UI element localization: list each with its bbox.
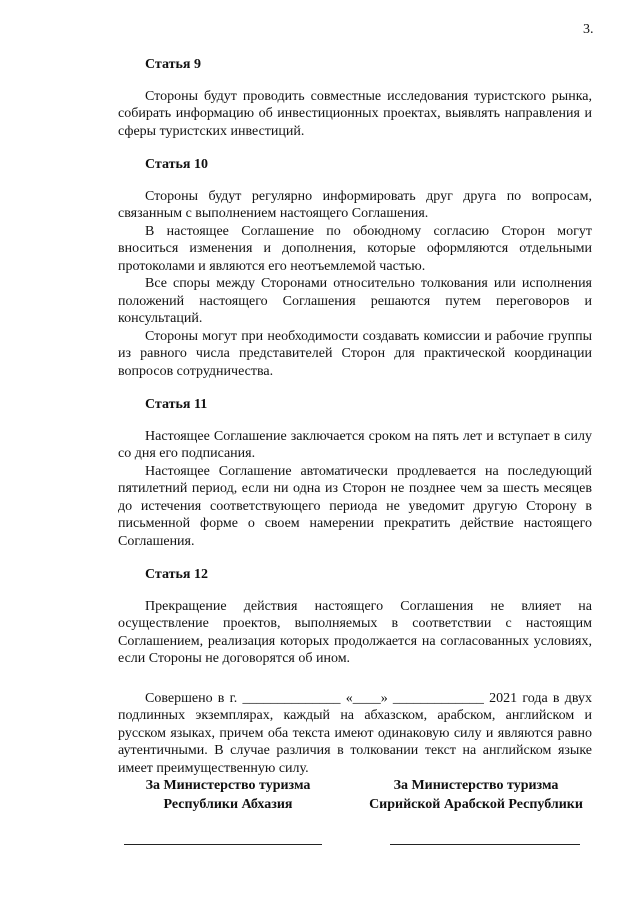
article-11 (118, 396, 592, 550)
article-heading: Статья 11 (145, 397, 208, 412)
article-paragraph: Все споры между Сторонами относительно толкования или исполнения положений настоящего Соглашения решаются путем переговоров и консультаций. (118, 276, 592, 326)
closing-paragraph: Совершено в г. ______________ «____» _____________ 2021 года в двух подлинных экземплярах, каждый на абхазском, арабском, английском и русском языках, причем оба текста имеют одинаковую силу и являются равно аутентичными. В случае различия в толковании текст на английском языке имеет преимущественную силу. (118, 690, 592, 776)
article-paragraph: Стороны могут при необходимости создавать комиссии и рабочие группы из равного числа представителей Сторон для практической координации вопросов сотрудничества. (118, 328, 592, 379)
signature-country: Республики Абхазия (163, 797, 293, 812)
article-12 (118, 566, 592, 668)
document-body (118, 56, 592, 777)
article-10 (118, 156, 592, 380)
article-paragraph: Прекращение действия настоящего Соглашения не влияет на осуществление проектов, выполняемых в соответствии с настоящим Соглашением, реализация которых продолжается на согласованных условиях, если Стороны не договорятся об ином. (118, 598, 592, 666)
article-9 (118, 56, 592, 140)
signature-title: За Министерство туризма (393, 778, 559, 793)
article-paragraph: В настоящее Соглашение по обоюдному согласию Сторон могут вноситься изменения и дополнения, которые оформляются отдельными протоколами и являются его неотъемлемой частью. (118, 223, 592, 274)
article-heading: Статья 9 (145, 57, 201, 72)
article-heading: Статья 12 (145, 567, 208, 582)
article-paragraph: Настоящее Соглашение автоматически продлевается на последующий пятилетний период, если ни одна из Сторон не позднее чем за шесть месяцев до истечения соответствующего периода не уведомит другую Сторону в письменной форме о своем намерении прекратить действие настоящего Соглашения. (118, 463, 592, 549)
signature-title: За Министерство туризма (145, 778, 311, 793)
article-paragraph: Стороны будут проводить совместные исследования туристского рынка, собирать информацию об инвестиционных проектах, выявлять направления и сферы туристских инвестиций. (118, 88, 592, 139)
article-paragraph: Стороны будут регулярно информировать друг друга по вопросам, связанным с выполнением настоящего Соглашения. (118, 188, 592, 221)
signature-block-syria (348, 776, 604, 814)
signature-country: Сирийской Арабской Республики (369, 797, 583, 812)
signature-block-abkhazia (122, 776, 334, 814)
article-paragraph: Настоящее Соглашение заключается сроком на пять лет и вступает в силу со дня его подписания. (118, 428, 592, 461)
article-heading: Статья 10 (145, 157, 208, 172)
signature-line-left (124, 844, 322, 845)
page-number: 3. (583, 22, 594, 37)
signature-area (0, 776, 640, 866)
signature-line-right (390, 844, 580, 845)
